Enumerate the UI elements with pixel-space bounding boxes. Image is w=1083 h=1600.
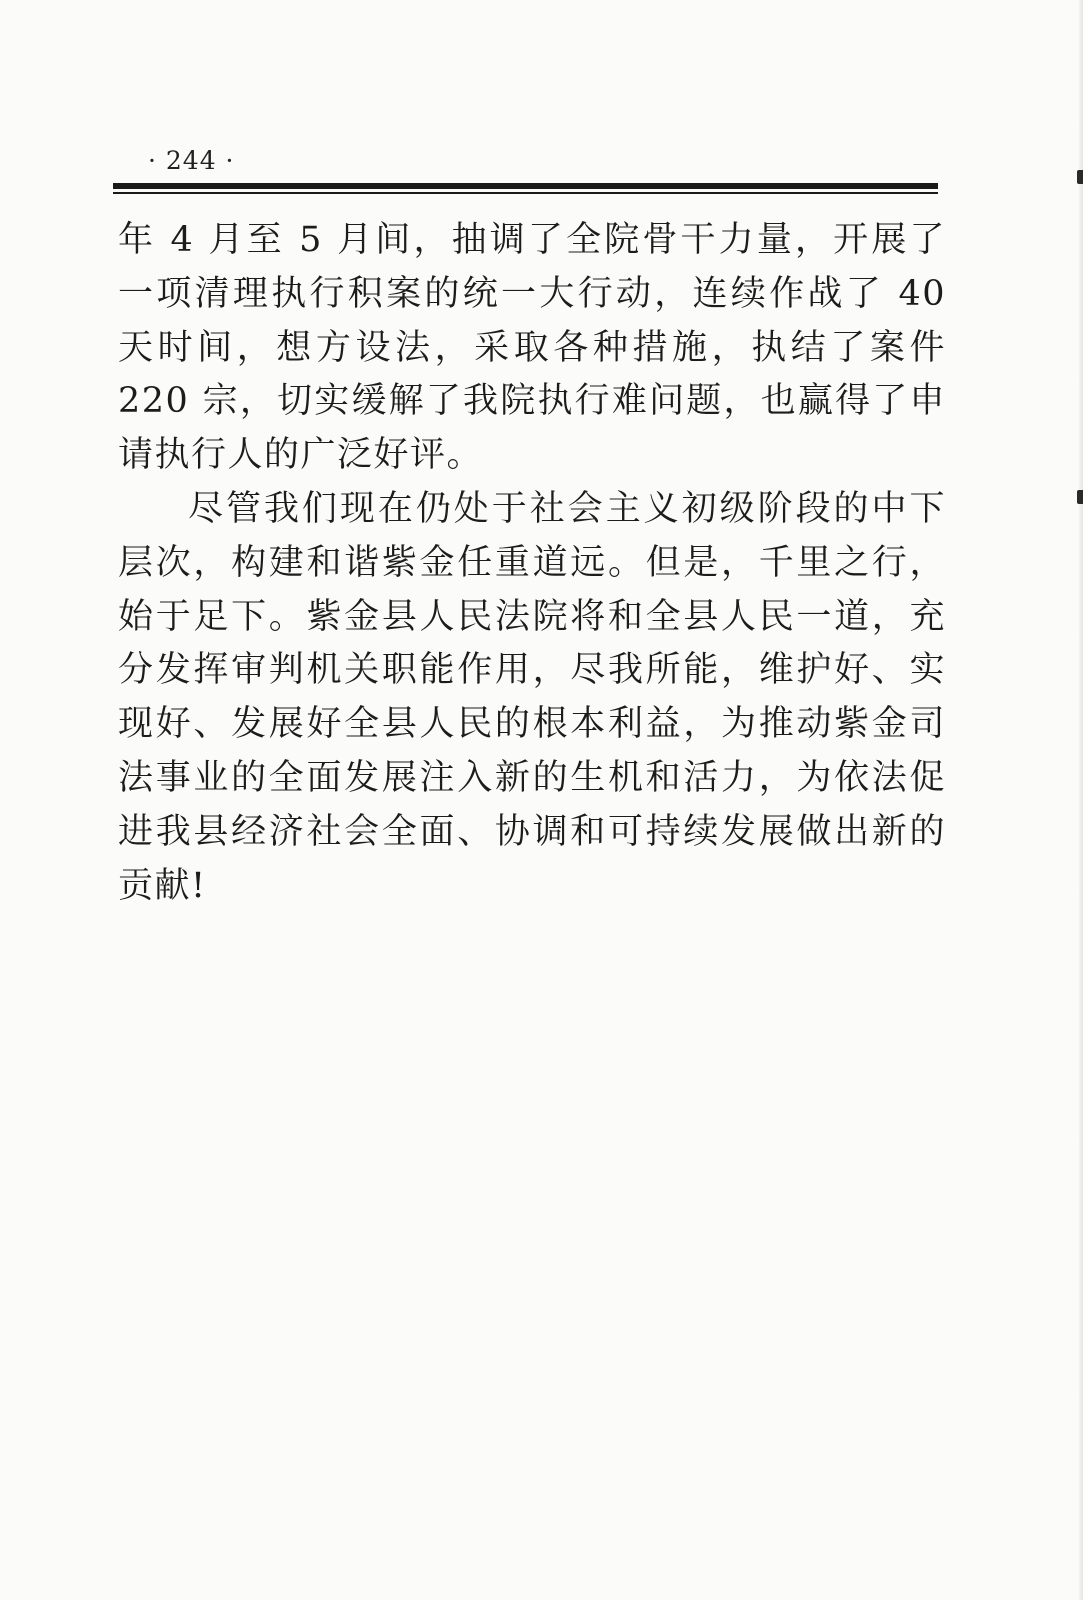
paragraph-conclusion: 尽管我们现在仍处于社会主义初级阶段的中下层次，构建和谐紫金任重道远。但是，千里之行，始于足下。紫金县人民法院将和全县人民一道，充分发挥审判机关职能作用，尽我所能，维护好、实现好、发展好全县人民的根本利益，为推动紫金司法事业的全面发展注入新的生机和活力，为依法促进我县经济社会全面、协调和可持续发展做出新的贡献! (118, 488, 946, 906)
header-rule-thick (113, 183, 938, 189)
page-number: · 244 · (148, 146, 235, 175)
edge-mark (1077, 490, 1083, 504)
scan-edge (1079, 0, 1083, 1600)
body-text (118, 214, 946, 913)
edge-mark (1077, 170, 1083, 184)
header-rule-thin (113, 192, 938, 194)
paragraph-continued: 年 4 月至 5 月间，抽调了全院骨干力量，开展了一项清理执行积案的统一大行动，连续作战了 40 天时间，想方设法，采取各种措施，执结了案件 220 宗，切实缓解了我院执行难问题，也赢得了申请执行人的广泛好评。 (118, 220, 946, 476)
